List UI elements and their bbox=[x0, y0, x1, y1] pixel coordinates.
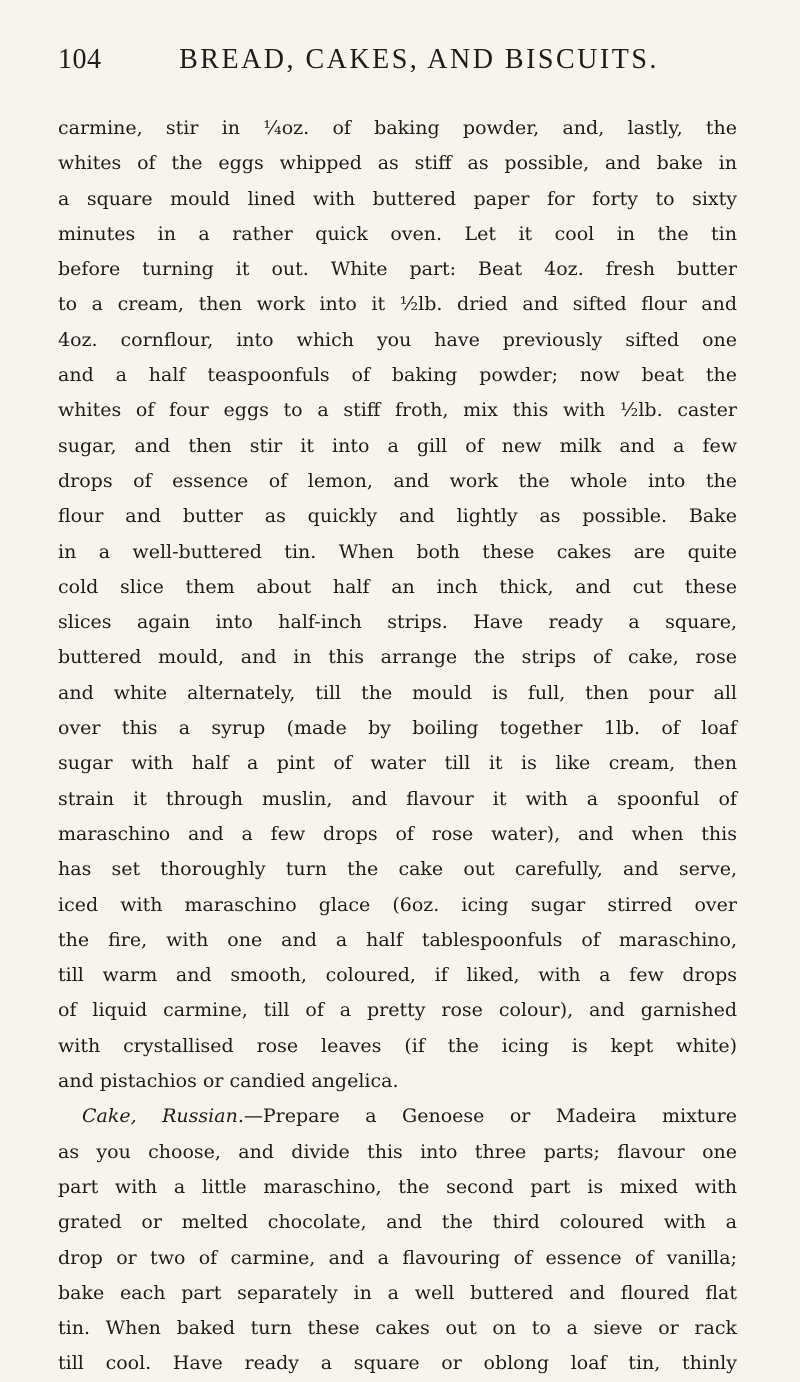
text-line: of liquid carmine, till of a pretty rose colour), and garnished bbox=[58, 999, 737, 1022]
text-line: carmine, stir in ¼oz. of baking powder, and, lastly, the bbox=[58, 117, 737, 139]
text-line: whites of four eggs to a stiff froth, mix this with ½lb. caster bbox=[58, 399, 737, 422]
text-line: maraschino and a few drops of rose water), and when this bbox=[58, 822, 737, 845]
text-line: tin. When baked turn these cakes out on to a sieve or rack bbox=[58, 1317, 737, 1340]
text-line: as you choose, and divide this into three parts; flavour one bbox=[58, 1140, 737, 1163]
text-line: drop or two of carmine, and a flavouring of essence of vanilla; bbox=[58, 1246, 737, 1269]
text-line: in a well-buttered tin. When both these cakes are quite bbox=[58, 540, 737, 563]
text-line: with crystallised rose leaves (if the icing is kept white) bbox=[58, 1034, 737, 1057]
page-number: 104 bbox=[58, 44, 102, 75]
text-line: strain it through muslin, and flavour it with a spoonful of bbox=[58, 787, 737, 810]
text-line: whites of the eggs whipped as stiff as possible, and bake in bbox=[58, 152, 737, 175]
text-line: drops of essence of lemon, and work the whole into the bbox=[58, 469, 737, 492]
page-header bbox=[58, 44, 740, 84]
paragraph-end-line: and pistachios or candied angelica. bbox=[58, 1070, 399, 1093]
text-line: till cool. Have ready a square or oblong loaf tin, thinly bbox=[58, 1352, 737, 1375]
recipe-heading-line: Cake, Russian.—Prepare a Genoese or Madeira mixture bbox=[82, 1105, 737, 1128]
text-line: a square mould lined with buttered paper for forty to sixty bbox=[58, 187, 737, 210]
text-line: the fire, with one and a half tablespoonfuls of maraschino, bbox=[58, 928, 737, 951]
text-line: till warm and smooth, coloured, if liked, with a few drops bbox=[58, 964, 737, 987]
text-line: grated or melted chocolate, and the third coloured with a bbox=[58, 1211, 737, 1234]
text-line: flour and butter as quickly and lightly as possible. Bake bbox=[58, 505, 737, 528]
text-line: part with a little maraschino, the second part is mixed with bbox=[58, 1175, 737, 1198]
text-line: and a half teaspoonfuls of baking powder; now beat the bbox=[58, 364, 737, 387]
text-line: sugar with half a pint of water till it is like cream, then bbox=[58, 752, 737, 775]
text-line: to a cream, then work into it ½lb. dried and sifted flour and bbox=[58, 293, 737, 316]
text-line: slices again into half-inch strips. Have ready a square, bbox=[58, 611, 737, 634]
text-line: over this a syrup (made by boiling together 1lb. of loaf bbox=[58, 717, 737, 740]
text-line: iced with maraschino glace (6oz. icing sugar stirred over bbox=[58, 893, 737, 916]
text-line: before turning it out. White part: Beat 4oz. fresh butter bbox=[58, 258, 737, 281]
text-line: cold slice them about half an inch thick, and cut these bbox=[58, 575, 737, 598]
text-line: buttered mould, and in this arrange the strips of cake, rose bbox=[58, 646, 737, 669]
text-line: 4oz. cornflour, into which you have previously sifted one bbox=[58, 328, 737, 351]
recipe-title: Cake, Russian. bbox=[82, 1105, 244, 1128]
body-text bbox=[58, 111, 737, 1382]
running-head: BREAD, CAKES, AND BISCUITS. bbox=[179, 44, 659, 75]
text-line: has set thoroughly turn the cake out carefully, and serve, bbox=[58, 858, 737, 881]
text-line: minutes in a rather quick oven. Let it cool in the tin bbox=[58, 222, 737, 245]
text-line: bake each part separately in a well buttered and floured flat bbox=[58, 1281, 737, 1304]
text-line: sugar, and then stir it into a gill of new milk and a few bbox=[58, 434, 737, 457]
text-line: and white alternately, till the mould is full, then pour all bbox=[58, 681, 737, 704]
